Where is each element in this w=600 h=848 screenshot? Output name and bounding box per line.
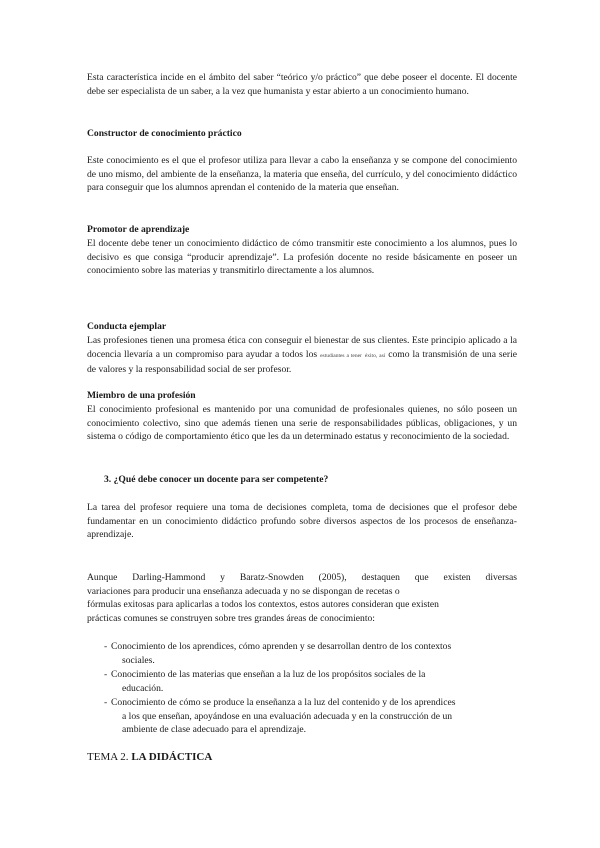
list-item: - Conocimiento de los aprendices, cómo aprenden y se desarrollan dentro de los contextos sociales. (104, 640, 520, 667)
conducta-text-b: como la transmisión de una serie de valores y la responsabilidad social de ser profesor. (87, 348, 518, 376)
paragraph-conducta (87, 334, 517, 377)
tema-title: LA DIDÁCTICA (131, 751, 213, 763)
heading-conducta: Conducta ejemplar (87, 321, 167, 332)
bullet-1-line-2: sociales. (122, 654, 155, 666)
tema-prefix: TEMA 2. (87, 751, 129, 763)
heading-promotor: Promotor de aprendizaje (87, 224, 190, 235)
paragraph-miembro: El conocimiento profesional es mantenido por una comunidad de profesionales quienes, no sólo poseen un conocimiento colectivo, sino que además tienen una serie de responsabilidades públicas, obligaciones, y un sistema o código de comportamiento ético que les da un determinado estatus y reconocimiento de la sociedad. (87, 404, 517, 443)
paragraph-aunque (87, 571, 517, 625)
bullet-1-line-1: Conocimiento de los aprendices, cómo aprenden y se desarrollan dentro de los contextos (111, 641, 452, 652)
paragraph-tarea: La tarea del profesor requiere una toma de decisiones completa, toma de decisiones que el profesor debe fundamentar en un conocimiento didáctico profundo sobre diversos aspectos de los procesos de enseñanza-aprendizaje. (87, 502, 517, 541)
conducta-small-note-2: éxito, así (364, 352, 386, 359)
heading-constructor: Constructor de conocimiento práctico (87, 128, 242, 139)
bullet-3-line-1: Conocimiento de cómo se produce la enseñanza a la luz del contenido y de los aprendices (111, 697, 456, 708)
paragraph-intro: Esta característica incide en el ámbito del saber “teórico y/o práctico” que debe poseer el docente. El docente debe ser especialista de un saber, a la vez que humanista y estar abierto a un conocimiento humano. (87, 72, 517, 97)
bullet-3-line-3: ambiente de clase adecuado para el aprendizaje. (122, 724, 307, 736)
aunque-line-3: fórmulas exitosas para aplicarlas a todos los contextos, estos autores consideran que existen (87, 599, 439, 611)
heading-question-3: 3. ¿Qué debe conocer un docente para ser competente? (104, 474, 329, 485)
conducta-small-note-1: estudiantes a tener (320, 352, 362, 359)
bullet-2-line-2: educación. (122, 682, 164, 694)
aunque-line-1: Aunque Darling-Hammond y Baratz-Snowden (2005), destaquen que existen diversas (87, 572, 517, 583)
section-title (87, 750, 212, 764)
list-item: - Conocimiento de las materias que enseñan a la luz de los propósitos sociales de la educación. (104, 668, 520, 695)
paragraph-constructor: Este conocimiento es el que el profesor utiliza para llevar a cabo la enseñanza y se compone del conocimiento de uno mismo, del ambiente de la enseñanza, la materia que enseña, del currículo, y del conocimiento didáctico para conseguir que los alumnos aprendan el contenido de la materia que enseñan. (87, 155, 517, 194)
bullet-3-line-2: a los que enseñan, apoyándose en una evaluación adecuada y en la construcción de un (122, 710, 453, 722)
aunque-line-4: prácticas comunes se construyen sobre tres grandes áreas de conocimiento: (87, 612, 375, 624)
aunque-line-2: variaciones para producir una enseñanza adecuada y no se dispongan de recetas o (87, 585, 400, 597)
list-item: - Conocimiento de cómo se produce la enseñanza a la luz del contenido y de los aprendices a los que enseñan, apoyándose en una evaluación adecuada y en la construcción de un ambiente de clase adecuado para el aprendizaje. (104, 696, 520, 737)
conducta-text-a: Las profesiones tienen una promesa ética con conseguir el bienestar de sus clientes. Este principio aplicado a la docencia llevaría a un compromiso para ayudar a todos los (87, 335, 517, 360)
paragraph-promotor: El docente debe tener un conocimiento didáctico de cómo transmitir este conocimiento a los alumnos, pues lo decisivo es que consiga “producir aprendizaje”. La profesión docente no reside básicamente en poseer un conocimiento sobre las materias y transmitirlo directamente a los alumnos. (87, 238, 517, 277)
bullet-2-line-1: Conocimiento de las materias que enseñan a la luz de los propósitos sociales de la (111, 669, 426, 680)
heading-miembro: Miembro de una profesión (87, 390, 196, 401)
